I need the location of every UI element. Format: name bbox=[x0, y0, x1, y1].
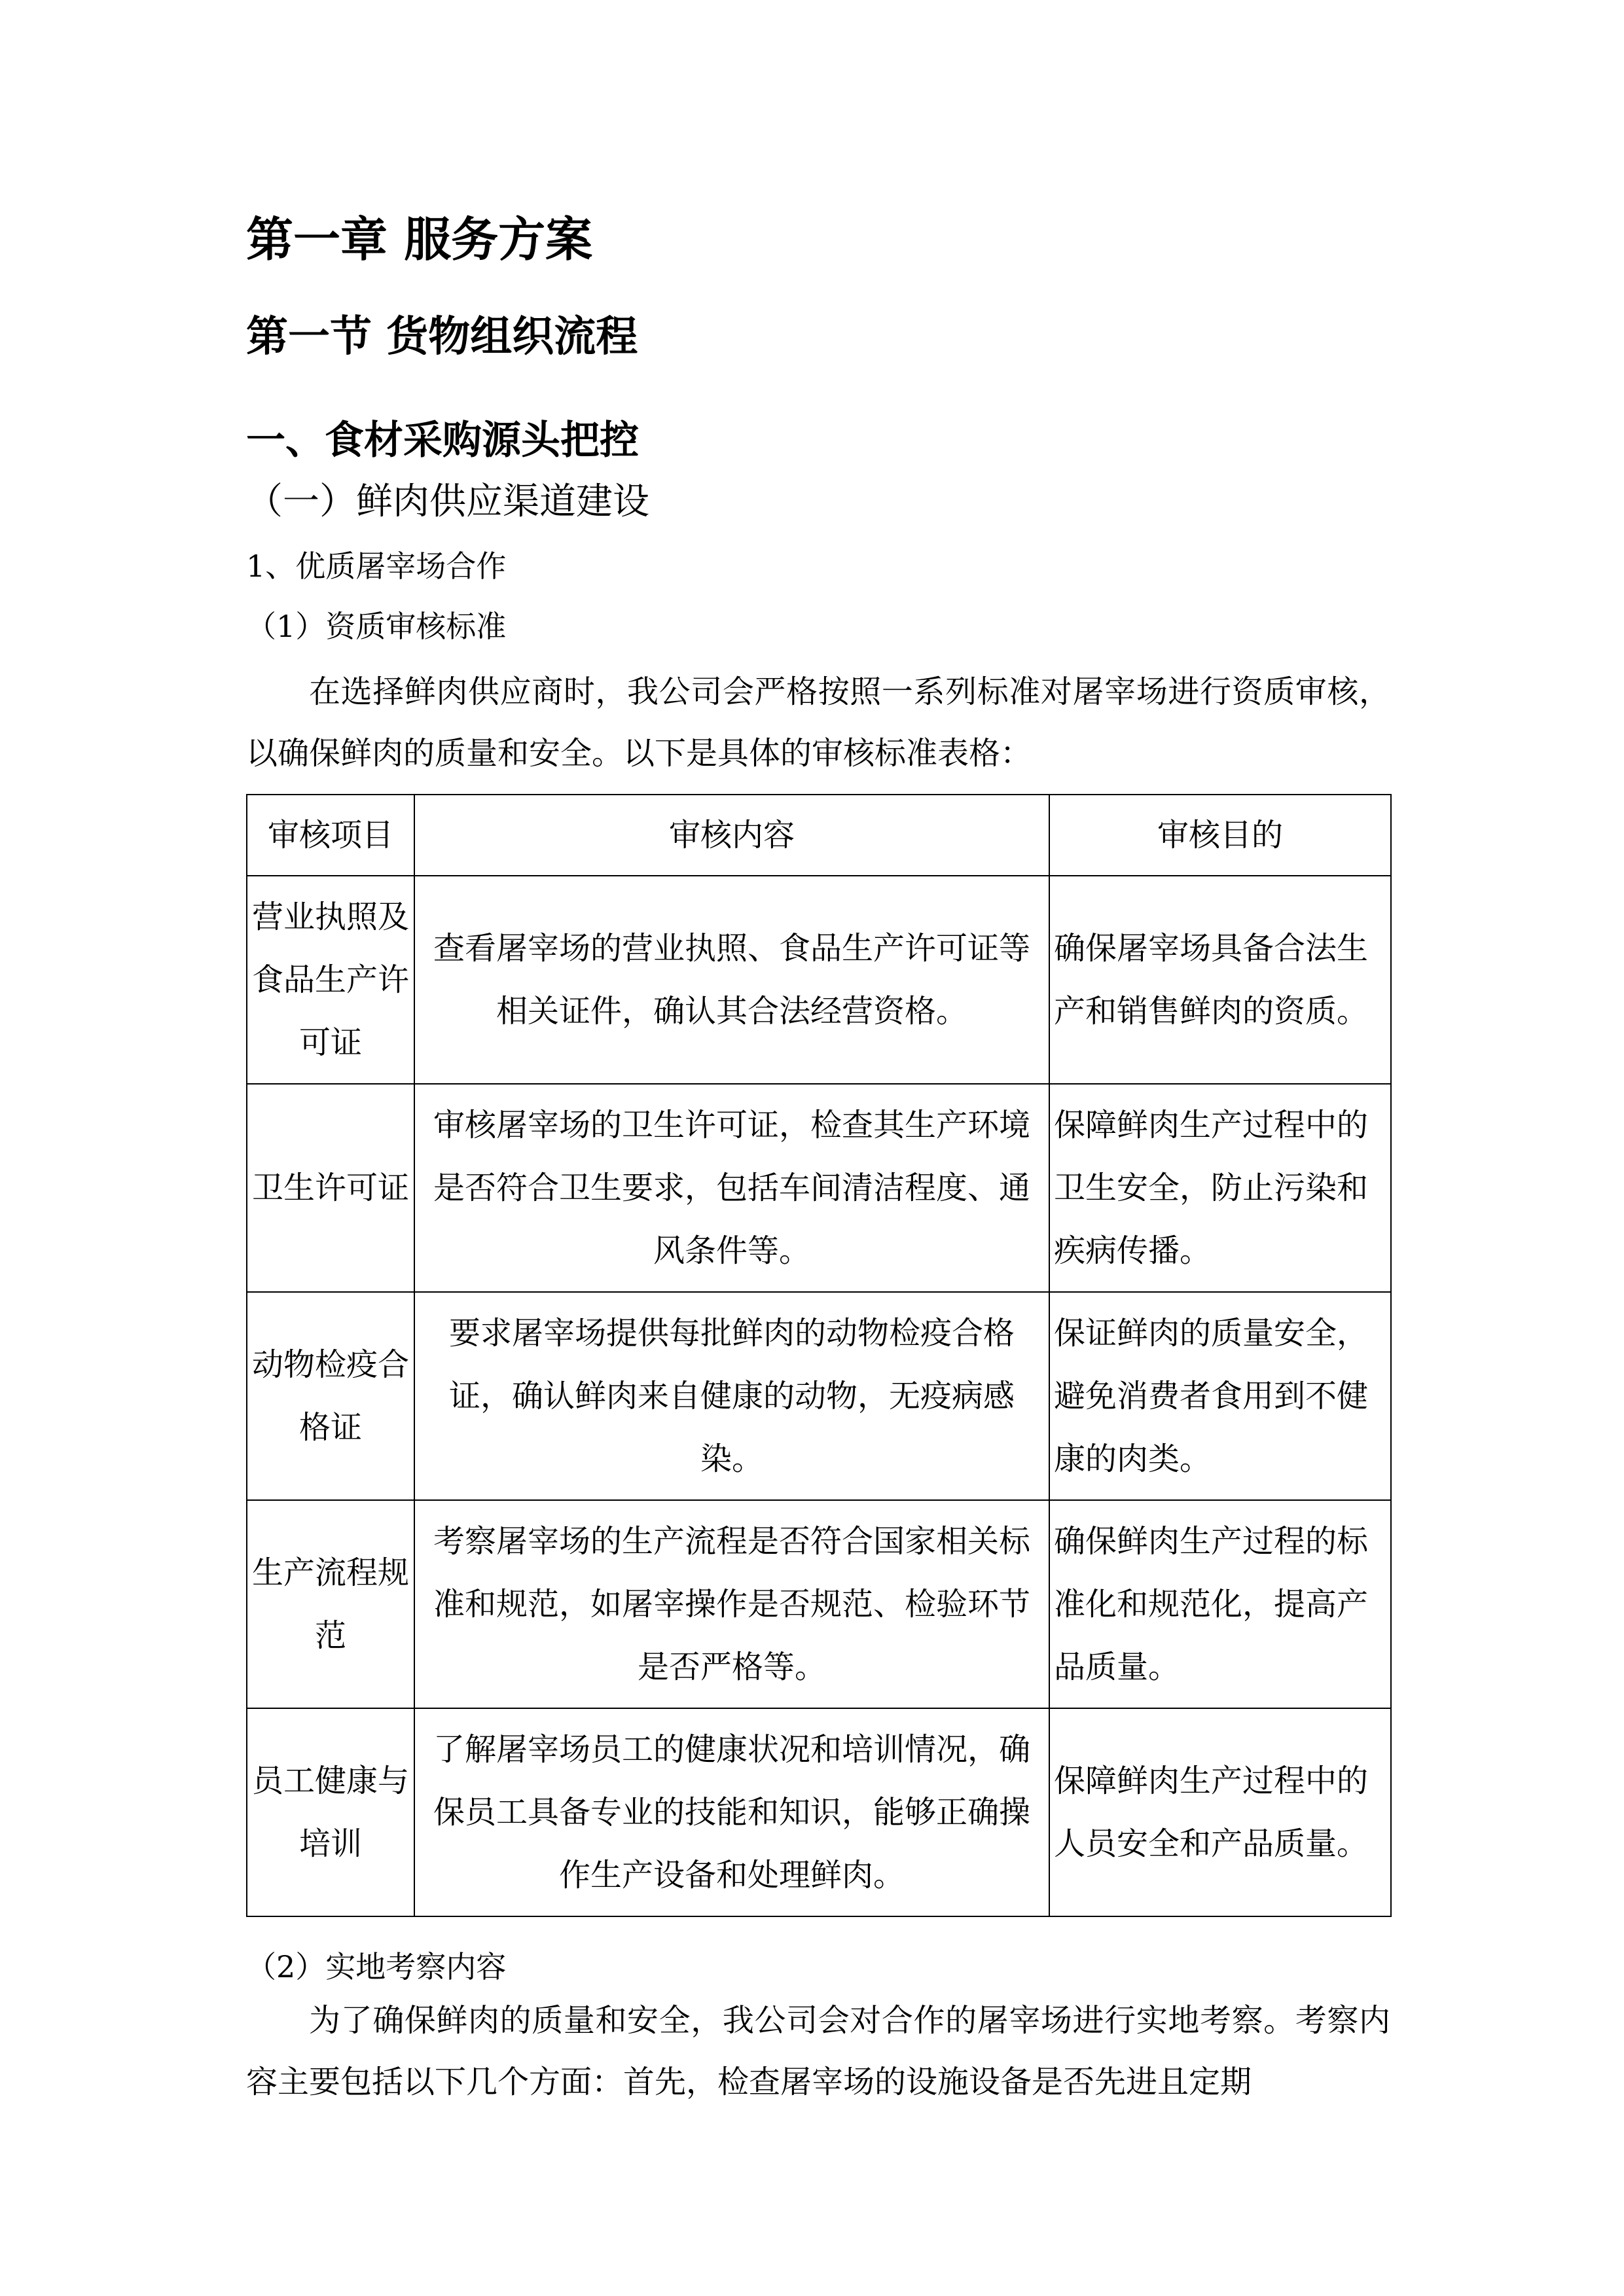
chapter-title: 第一章 服务方案 bbox=[246, 211, 593, 267]
section-title: 第一节 货物组织流程 bbox=[246, 312, 638, 361]
part-title: 一、食材采购源头把控 bbox=[246, 418, 639, 463]
intro-paragraph: 在选择鲜肉供应商时，我公司会严格按照一系列标准对屠宰场进行资质审核，以确保鲜肉的质量和安全。以下是具体的审核标准表格： bbox=[246, 673, 1390, 772]
table-row bbox=[247, 1084, 1391, 1292]
audit-standards-table bbox=[246, 794, 1392, 1917]
table-row bbox=[247, 1708, 1391, 1916]
table-cell-purpose: 确保屠宰场具备合法生产和销售鲜肉的资质。 bbox=[1049, 876, 1391, 1084]
table-row bbox=[247, 876, 1391, 1084]
point-title-inspection: （2）实地考察内容 bbox=[246, 1949, 507, 1984]
table-header-cell: 审核项目 bbox=[247, 795, 414, 876]
point-title-qualification: （1）资质审核标准 bbox=[246, 609, 507, 644]
table-cell-content: 考察屠宰场的生产流程是否符合国家相关标准和规范，如屠宰操作是否规范、检验环节是否严格等。 bbox=[414, 1500, 1049, 1708]
table-cell-purpose: 保证鲜肉的质量安全，避免消费者食用到不健康的肉类。 bbox=[1049, 1292, 1391, 1500]
table-header-cell: 审核内容 bbox=[414, 795, 1049, 876]
table-cell-purpose: 保障鲜肉生产过程中的人员安全和产品质量。 bbox=[1049, 1708, 1391, 1916]
table-cell-item: 生产流程规范 bbox=[247, 1500, 414, 1708]
closing-paragraph: 为了确保鲜肉的质量和安全，我公司会对合作的屠宰场进行实地考察。考察内容主要包括以下几个方面：首先，检查屠宰场的设施设备是否先进且定期 bbox=[246, 2002, 1390, 2100]
item-title: 1、优质屠宰场合作 bbox=[246, 548, 507, 584]
table-cell-item: 营业执照及食品生产许可证 bbox=[247, 876, 414, 1084]
table-cell-content: 审核屠宰场的卫生许可证，检查其生产环境是否符合卫生要求，包括车间清洁程度、通风条件等。 bbox=[414, 1084, 1049, 1292]
table-cell-content: 要求屠宰场提供每批鲜肉的动物检疫合格证，确认鲜肉来自健康的动物，无疫病感染。 bbox=[414, 1292, 1049, 1500]
subsection-title: （一）鲜肉供应渠道建设 bbox=[246, 480, 649, 523]
table-cell-content: 查看屠宰场的营业执照、食品生产许可证等相关证件，确认其合法经营资格。 bbox=[414, 876, 1049, 1084]
table-cell-content: 了解屠宰场员工的健康状况和培训情况，确保员工具备专业的技能和知识，能够正确操作生产设备和处理鲜肉。 bbox=[414, 1708, 1049, 1916]
table-cell-purpose: 确保鲜肉生产过程的标准化和规范化，提高产品质量。 bbox=[1049, 1500, 1391, 1708]
table-cell-item: 动物检疫合格证 bbox=[247, 1292, 414, 1500]
table-header-row bbox=[247, 795, 1391, 876]
table-cell-purpose: 保障鲜肉生产过程中的卫生安全，防止污染和疾病传播。 bbox=[1049, 1084, 1391, 1292]
table-row bbox=[247, 1292, 1391, 1500]
table-row bbox=[247, 1500, 1391, 1708]
table-cell-item: 卫生许可证 bbox=[247, 1084, 414, 1292]
table-cell-item: 员工健康与培训 bbox=[247, 1708, 414, 1916]
table-header-cell: 审核目的 bbox=[1049, 795, 1391, 876]
